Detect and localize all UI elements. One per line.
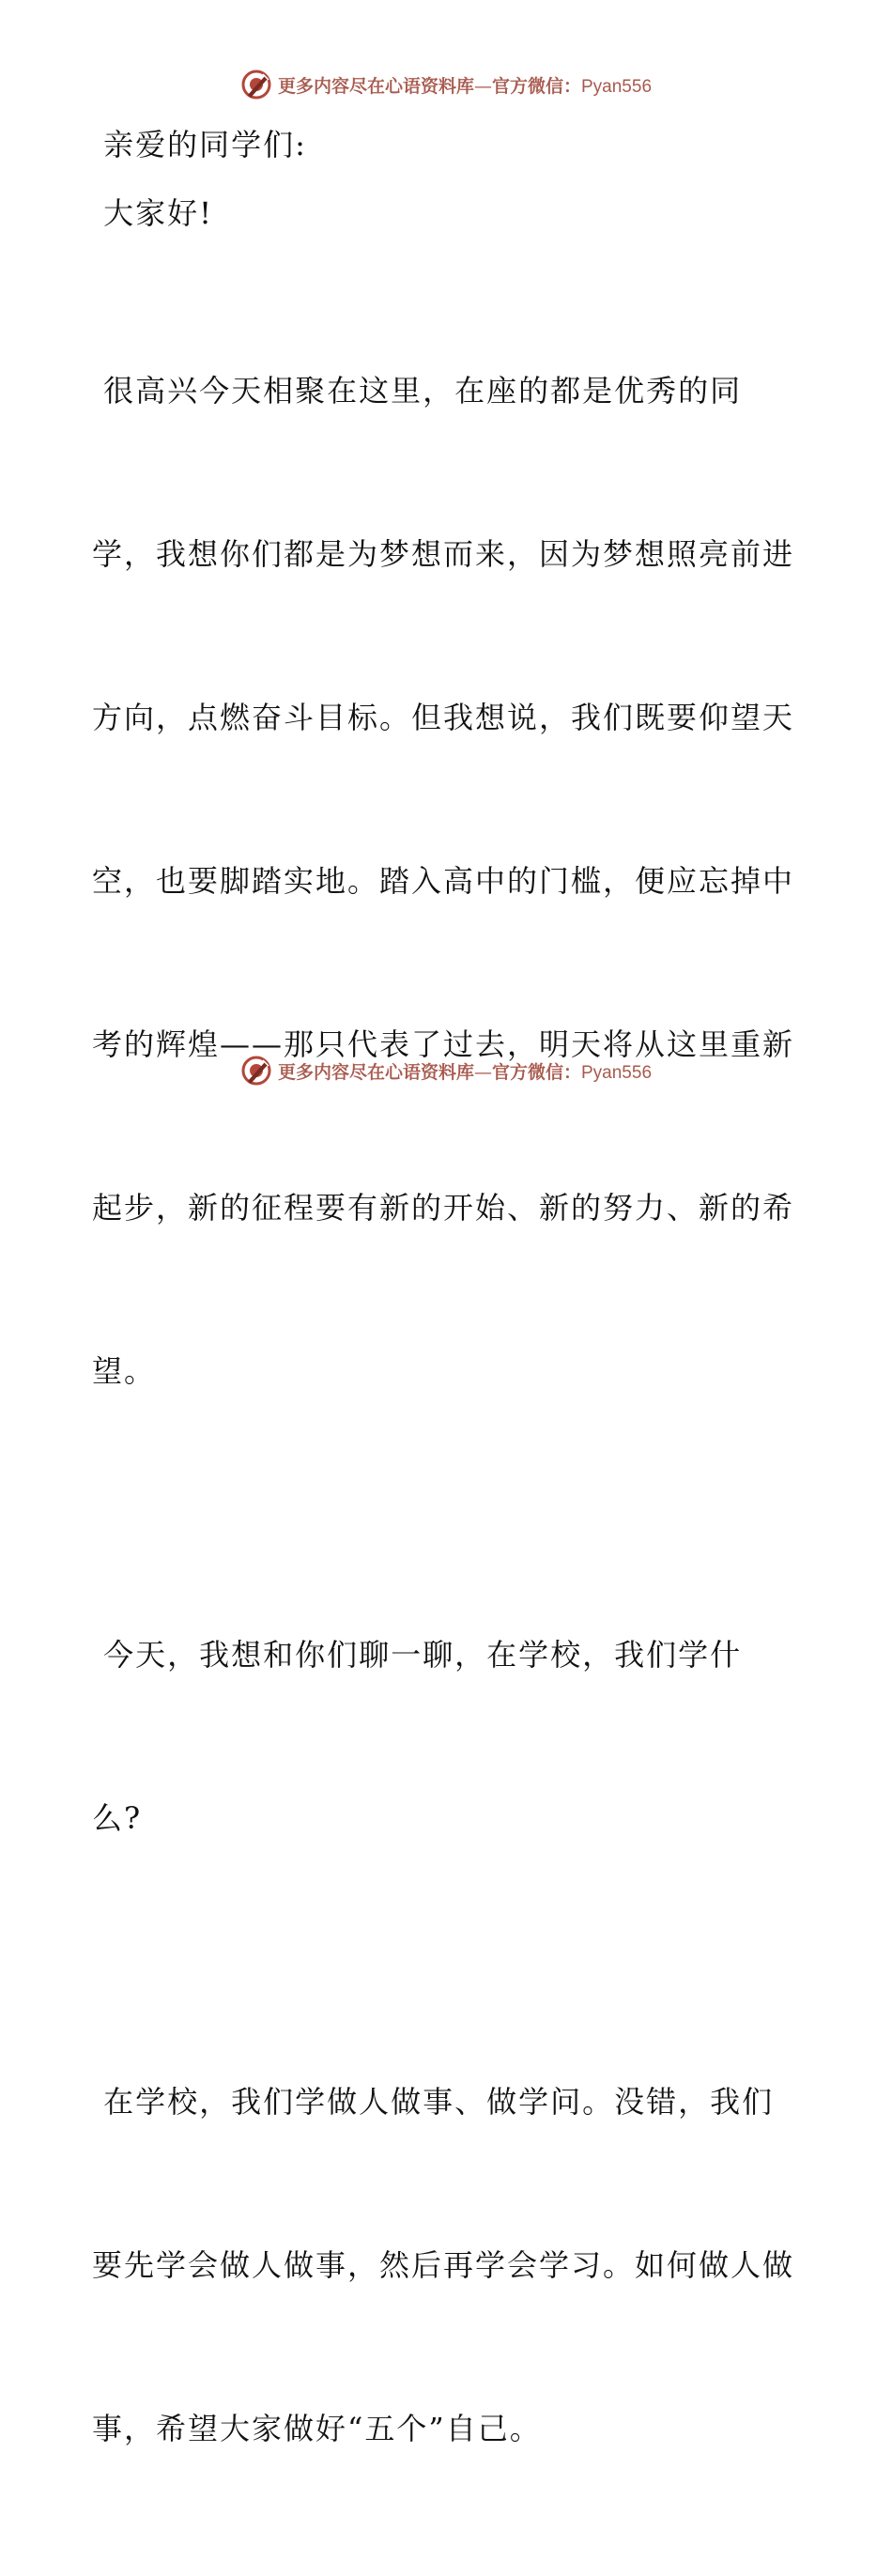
salutation: 亲爱的同学们: bbox=[92, 127, 307, 162]
paragraph-1-line: 很高兴今天相聚在这里，在座的都是优秀的同 bbox=[92, 373, 743, 409]
greeting: 大家好! bbox=[92, 195, 214, 231]
pen-logo-icon bbox=[240, 1055, 272, 1087]
banner-title: 更多内容尽在心语资料库 bbox=[277, 75, 474, 97]
paragraph-1-line: 方向，点燃奋斗目标。但我想说，我们既要仰望天 bbox=[92, 700, 795, 735]
paragraph-2-line: 今天，我想和你们聊一聊，在学校，我们学什 bbox=[92, 1637, 743, 1673]
paragraph-3-line: 事，希望大家做好“五个”自己。 bbox=[92, 2411, 542, 2446]
paragraph-1-line: 望。 bbox=[92, 1353, 157, 1389]
banner-dash: — bbox=[473, 75, 492, 97]
pen-logo-icon bbox=[240, 69, 272, 100]
paragraph-3-line: 在学校，我们学做人做事、做学问。没错，我们 bbox=[92, 2084, 775, 2120]
paragraph-1 bbox=[92, 255, 806, 1507]
footer-banner-text bbox=[278, 1058, 652, 1084]
banner-title: 更多内容尽在心语资料库 bbox=[277, 1061, 474, 1083]
paragraph-3-line: 要先学会做人做事，然后再学会学习。如何做人做 bbox=[92, 2247, 795, 2283]
footer-banner bbox=[0, 1052, 892, 1089]
banner-wechat-label: 官方微信： bbox=[491, 75, 581, 97]
banner-wechat-id: Pyan556 bbox=[581, 1062, 653, 1083]
paragraph-2-line: 么? bbox=[92, 1800, 143, 1836]
banner-wechat-id: Pyan556 bbox=[581, 76, 653, 97]
paragraph-1-line: 空，也要脚踏实地。踏入高中的门槛，便应忘掉中 bbox=[92, 863, 795, 899]
document-body bbox=[92, 117, 806, 2576]
banner-dash: — bbox=[473, 1061, 492, 1083]
paragraph-1-line: 学，我想你们都是为梦想而来，因为梦想照亮前进 bbox=[92, 536, 795, 572]
paragraph-1-line: 考的辉煌——那只代表了过去，明天将从这里重新 bbox=[92, 1026, 795, 1062]
paragraph-1-line: 起步，新的征程要有新的开始、新的努力、新的希 bbox=[92, 1190, 795, 1226]
banner-wechat-label: 官方微信： bbox=[491, 1061, 581, 1083]
header-banner-text bbox=[278, 72, 652, 98]
header-banner bbox=[0, 66, 892, 103]
paragraph-3 bbox=[92, 1966, 806, 2565]
paragraph-2 bbox=[92, 1519, 806, 1954]
